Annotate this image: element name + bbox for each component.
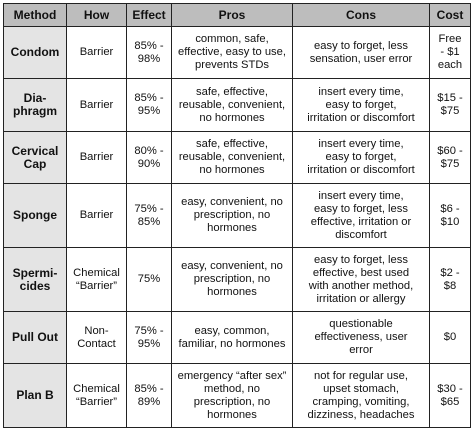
header-pros: Pros xyxy=(172,4,293,27)
method-cell: Sponge xyxy=(4,184,67,248)
cons-cell: insert every time, easy to forget, irritation or discomfort xyxy=(293,132,430,184)
how-cell: Barrier xyxy=(67,27,127,79)
cost-cell: $0 xyxy=(430,312,471,364)
cost-cell: Free - $1 each xyxy=(430,27,471,79)
effect-cell: 75% - 95% xyxy=(127,312,172,364)
method-cell: Cervical Cap xyxy=(4,132,67,184)
effect-cell: 85% - 95% xyxy=(127,79,172,132)
header-cons: Cons xyxy=(293,4,430,27)
header-effect: Effect xyxy=(127,4,172,27)
method-cell: Pull Out xyxy=(4,312,67,364)
pros-cell: safe, effective, reusable, convenient, no hormones xyxy=(172,79,293,132)
method-cell: Condom xyxy=(4,27,67,79)
header-cost: Cost xyxy=(430,4,471,27)
how-cell: Barrier xyxy=(67,132,127,184)
table-row xyxy=(4,312,471,364)
contraception-comparison-table xyxy=(3,3,471,428)
method-cell: Spermi- cides xyxy=(4,248,67,312)
how-cell: Barrier xyxy=(67,79,127,132)
cons-cell: easy to forget, less effective, best used with another method, irritation or allergy xyxy=(293,248,430,312)
how-cell: Barrier xyxy=(67,184,127,248)
effect-cell: 85% - 98% xyxy=(127,27,172,79)
cons-cell: not for regular use, upset stomach, cramping, vomiting, dizziness, headaches xyxy=(293,364,430,428)
pros-cell: easy, convenient, no prescription, no hormones xyxy=(172,248,293,312)
cost-cell: $2 - $8 xyxy=(430,248,471,312)
how-cell: Chemical “Barrier” xyxy=(67,364,127,428)
header-method: Method xyxy=(4,4,67,27)
table-row xyxy=(4,79,471,132)
pros-cell: common, safe, effective, easy to use, prevents STDs xyxy=(172,27,293,79)
header-row xyxy=(4,4,471,27)
cost-cell: $15 - $75 xyxy=(430,79,471,132)
pros-cell: easy, common, familiar, no hormones xyxy=(172,312,293,364)
pros-cell: emergency “after sex” method, no prescription, no hormones xyxy=(172,364,293,428)
cons-cell: questionable effectiveness, user error xyxy=(293,312,430,364)
method-cell: Plan B xyxy=(4,364,67,428)
effect-cell: 85% - 89% xyxy=(127,364,172,428)
contraception-table-container xyxy=(3,3,471,428)
effect-cell: 80% - 90% xyxy=(127,132,172,184)
cost-cell: $30 - $65 xyxy=(430,364,471,428)
table-row xyxy=(4,184,471,248)
cons-cell: insert every time, easy to forget, irritation or discomfort xyxy=(293,79,430,132)
pros-cell: safe, effective, reusable, convenient, no hormones xyxy=(172,132,293,184)
table-row xyxy=(4,364,471,428)
effect-cell: 75% - 85% xyxy=(127,184,172,248)
cost-cell: $6 - $10 xyxy=(430,184,471,248)
how-cell: Non- Contact xyxy=(67,312,127,364)
table-row xyxy=(4,132,471,184)
table-row xyxy=(4,27,471,79)
effect-cell: 75% xyxy=(127,248,172,312)
cons-cell: insert every time, easy to forget, less effective, irritation or discomfort xyxy=(293,184,430,248)
header-how: How xyxy=(67,4,127,27)
table-row xyxy=(4,248,471,312)
cost-cell: $60 - $75 xyxy=(430,132,471,184)
pros-cell: easy, convenient, no prescription, no hormones xyxy=(172,184,293,248)
cons-cell: easy to forget, less sensation, user error xyxy=(293,27,430,79)
how-cell: Chemical “Barrier” xyxy=(67,248,127,312)
method-cell: Dia- phragm xyxy=(4,79,67,132)
